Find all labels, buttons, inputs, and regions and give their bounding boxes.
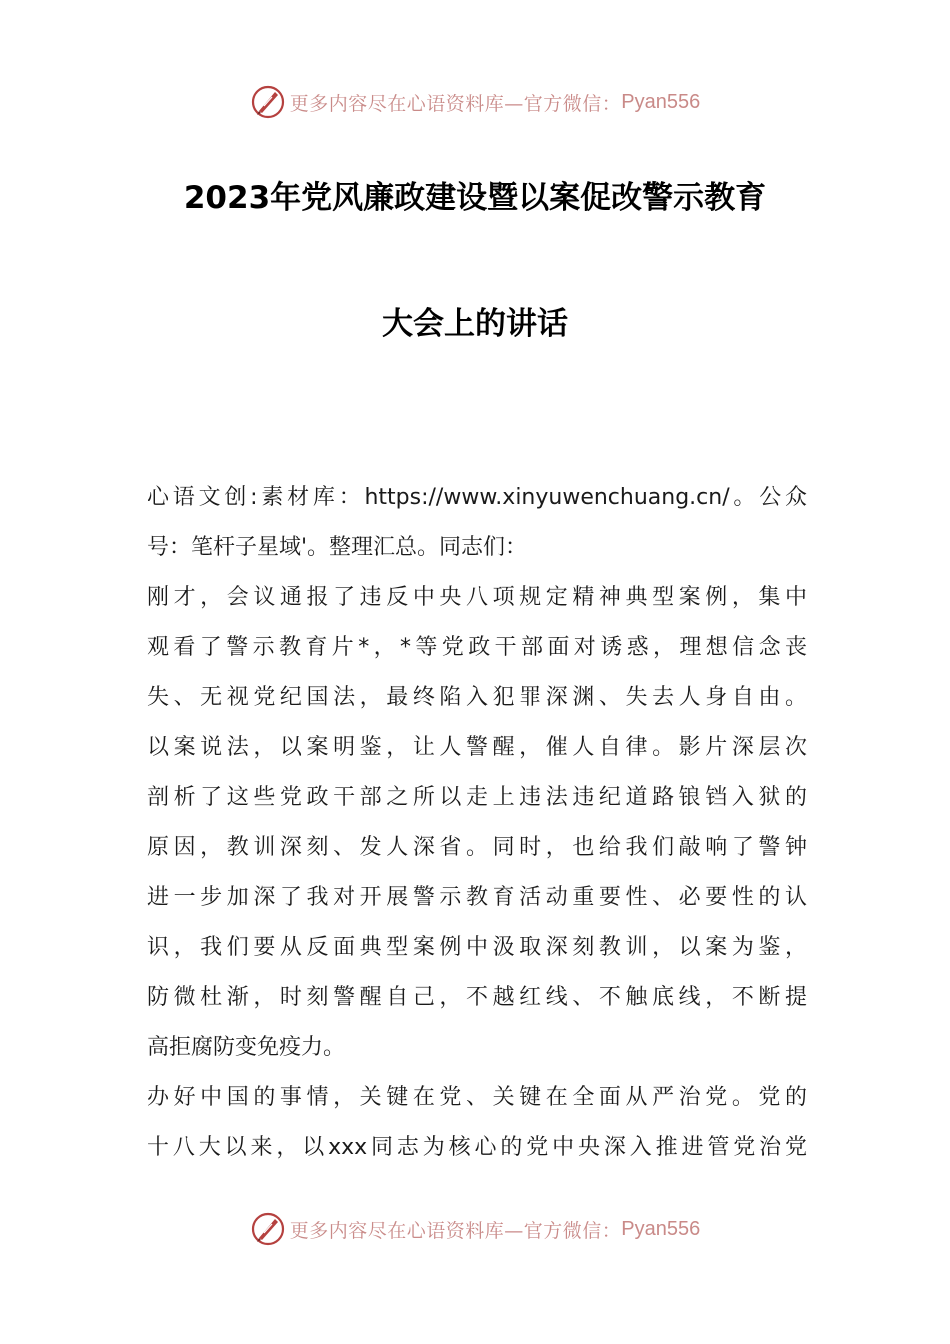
- body-line: 以案说法，以案明鉴，让人警醒，催人自律。影片深层次: [147, 735, 807, 760]
- document-title-line-2: 大会上的讲话: [382, 306, 568, 342]
- body-line: 号：笔杆子星域'。整理汇总。同志们：: [147, 535, 528, 560]
- document-body: [147, 473, 807, 1173]
- body-line: 心语文创:素材库：https://www.xinyuwenchuang.cn/。公众: [147, 485, 807, 510]
- body-line: 失、无视党纪国法，最终陷入犯罪深渊、失去人身自由。: [147, 685, 807, 710]
- header-banner: [0, 80, 950, 124]
- body-line: 高拒腐防变免疫力。: [147, 1035, 346, 1060]
- quill-pen-logo-icon: [250, 84, 286, 120]
- body-line: 进一步加深了我对开展警示教育活动重要性、必要性的认: [147, 885, 807, 910]
- wechat-id: Pyan556: [621, 90, 701, 113]
- quill-pen-logo-icon: [250, 1211, 286, 1247]
- body-line: 防微杜渐，时刻警醒自己，不越红线、不触底线，不断提: [147, 985, 807, 1010]
- body-line: 办好中国的事情，关键在党、关键在全面从严治党。党的: [147, 1085, 807, 1110]
- body-line: 刚才，会议通报了违反中央八项规定精神典型案例，集中: [147, 585, 807, 610]
- banner-text: 更多内容尽在心语资料库—官方微信：: [289, 92, 622, 115]
- body-line: 剖析了这些党政干部之所以走上违法违纪道路锒铛入狱的: [147, 785, 807, 810]
- body-line: 识，我们要从反面典型案例中汲取深刻教训，以案为鉴，: [147, 935, 807, 960]
- banner-text: 更多内容尽在心语资料库—官方微信：: [289, 1219, 622, 1242]
- body-line: 观看了警示教育片*，*等党政干部面对诱惑，理想信念丧: [147, 635, 807, 660]
- document-title-line-1: 2023年党风廉政建设暨以案促改警示教育: [183, 180, 767, 216]
- wechat-id: Pyan556: [621, 1217, 701, 1240]
- body-line: 十八大以来，以xxx同志为核心的党中央深入推进管党治党: [147, 1135, 807, 1160]
- footer-banner: [0, 1207, 950, 1251]
- body-line: 原因，教训深刻、发人深省。同时，也给我们敲响了警钟: [147, 835, 807, 860]
